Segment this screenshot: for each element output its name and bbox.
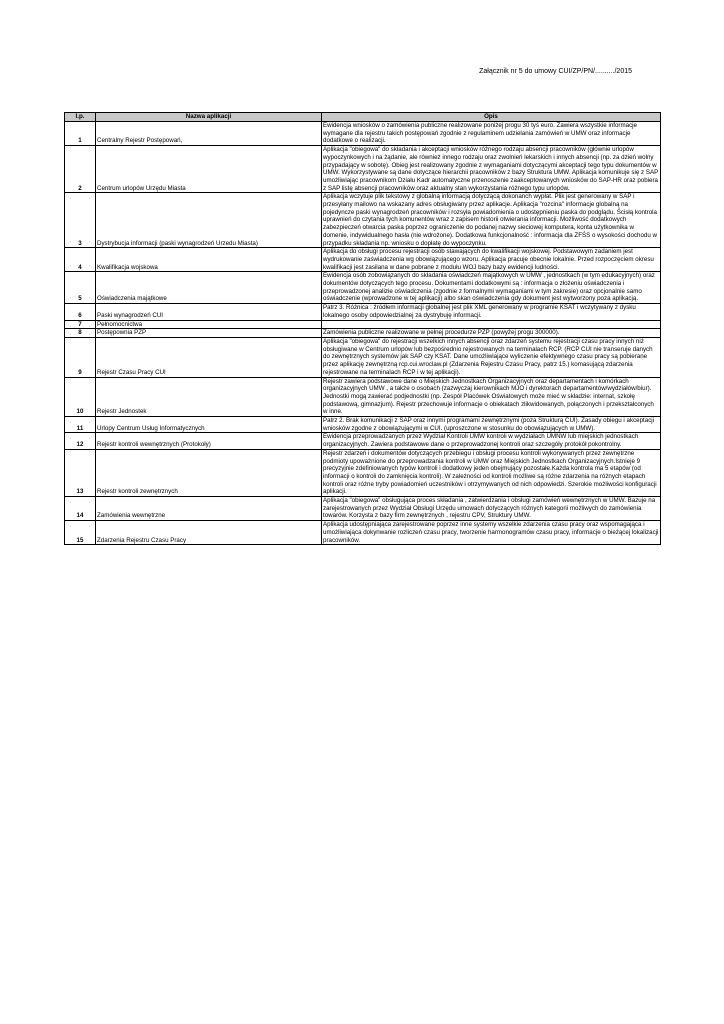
- table-header-row: [65, 113, 661, 122]
- table-row: [65, 449, 661, 496]
- application-description: Ewidencja wniosków o zamówienia publiczne realizowane poniżej progu 30 tyś euro. Zawiera wszystkie informacje wymagane dla rejestru takich postępowań zgodnie z regulaminem udzielania zamówień w UMW oraz informacje dodatkowe o realizacji.: [322, 122, 661, 146]
- application-name: Centrum urlopów Urzędu Miasta: [96, 146, 322, 193]
- application-description: Aplikacja do obsługi procesu rejestracji osób stawających do kwalifikacji wojskowej. Podstawowym zadaniem jest wydrukowanie zaświadczenia wg obowiązującego wzoru. Aplikacja pracuje obecnie lokalnie. Przed rozpoczęciem okresu kwalifikacji jest zasilana w dane pobrane z modułu WOJ bazy bazy ewidencji ludności.: [322, 248, 661, 272]
- application-description: Aplikacja "obiegowa" obsługująca proces składania , zatwierdzania i obsługi zamówień wewnętrznych w UMW. Bazuje na zarejestrowanych przez Wydział Obsługi Urzędu umowach dotyczących różnych kategorii możliwych do zamówienia towarów. Korzysta z bazy firm zewnętrznych , rejestru CPV, Struktury UMW.: [322, 497, 661, 521]
- table-row: [65, 146, 661, 193]
- row-number: 4: [65, 248, 96, 272]
- row-number: 3: [65, 193, 96, 248]
- application-description: Ewidencja przeprowadzanych przez Wydział Kontroli UMW kontroli w wydziałach UMNW lub miejskich jednostkach organizacyjnych. Zawiera podstawowe dane o przeprowadzonej kontroli oraz szczegóły protokół pokontrolny.: [322, 433, 661, 449]
- application-description: Patrz 3. Różnica : źródłem informacji globalnej jest plik XML generowany w programie KSAT i wczytywany z dysku lokalnego osoby odpowiedzialnej za dystrybuję informacji.: [322, 304, 661, 320]
- application-name: Pełnomocnictwa: [96, 320, 322, 329]
- row-number: 7: [65, 320, 96, 329]
- table-row: [65, 337, 661, 377]
- application-name: Dystrybucja informacji (paski wynagrodzeń Urzedu Miasta): [96, 193, 322, 248]
- row-number: 2: [65, 146, 96, 193]
- row-number: 14: [65, 497, 96, 521]
- table-row: [65, 304, 661, 320]
- application-name: Zamówienia wewnętrzne: [96, 497, 322, 521]
- application-description: Ewidencja osób zobowiązanych do składania oświadczeń majątkowych w UMW , jednostkach (w tym edukacyjnych) oraz dokumentów dotyczących tego procesu. Dokumentami dodatkowymi są : informacja o złożeniu oświadczenia i przeprowadzonej analizie oświadczenia (zgodnie z formalnymi wymaganiami w tym zakresie) oraz opcjonalnie samo oświadczenie (wprowadzone w tej aplikacji) albo skan oświadczenia gdy dokument jest wytworzony poza aplikacją.: [322, 272, 661, 304]
- application-description: Aplikacja "obiegowa" do składania i akceptacji wniosków różnego rodzaju absencji pracowników (głównie urlopów wypoczynkowych i na żądanie, ale również innego rodzaju oraz zwolnień lekarskich i innych absencji (np. za dzień wolny przypadający w sobotę). Obieg jest realizowany zgodnie z wymaganiami dotyczącymi akceptacji tego typu dokumentów w UMW. Wykorzystywane są dane dotyczące hierarchii pracowników z bazy Struktura UMW. Aplikacja komunikuje się z SAP umożliwiając pracownikom Działu Kadr automatyczne przenoszenie zaakceptowanych wniosków do SAP-HR oraz pobiera z SAP listę absencji pracowników oraz aktualny stan wykorzystania różnego typu urlopów.: [322, 146, 661, 193]
- application-name: Rejestr kontroli zewnętrznych: [96, 449, 322, 496]
- table-row: [65, 377, 661, 417]
- application-description: [322, 320, 661, 329]
- table-row: [65, 122, 661, 146]
- document-reference: Załącznik nr 5 do umowy CUI/ZP/PN/........../2015: [479, 68, 632, 75]
- row-number: 11: [65, 417, 96, 433]
- row-number: 5: [65, 272, 96, 304]
- row-number: 15: [65, 521, 96, 545]
- table-row: [65, 248, 661, 272]
- row-number: 8: [65, 329, 96, 338]
- application-name: Rejestr Jednostek: [96, 377, 322, 417]
- application-description: Zamówienia publiczne realizowane w pełnej procedurze PZP (powyżej progu 300000).: [322, 329, 661, 338]
- application-name: Centralny Rejestr Postępowań,: [96, 122, 322, 146]
- application-name: Rejestr kontroli wewnętrznych (Protokoły): [96, 433, 322, 449]
- table-row: [65, 320, 661, 329]
- application-name: Paski wynagrodzeń CUI: [96, 304, 322, 320]
- table-row: [65, 272, 661, 304]
- table-row: [65, 497, 661, 521]
- application-name: Postępownia PZP: [96, 329, 322, 338]
- header-desc: Opis: [322, 113, 661, 122]
- application-description: Aplikacja udostępniająca zarejestrowane poprzez inne systemy wszelkie zdarzenia czasu pracy oraz wspomagająca i umożliwiająca dokynwanie rozliczeń czasu pracy, tworzenie harmonogramów czasu pracy, informacje o bieżącej lokalizacji pracowników.: [322, 521, 661, 545]
- application-description: Rejestr zdarzeń i dokumentów dotyczących przebiegu i obsługi procesu kontroli wykonywanych przez zewnętrzne podmioty upoważnione do przeprowadzania kontroli w UMW oraz Miejskich Jednostkach Organizacyjnych.Istnieje 9 precyzyjnie zdefiniowanych typów kontroli i dodatkowy jeden obejmujący pozostałe.Każda kontrola ma 5 etapów (od informacji o kontroli do zamknięcia kontroli). W zależności od kontroli możliwe są różne zdarzenia na różnych etapach kontroli oraz różne tryby powiadomień uczestników i otrzymywanych od nich odpowiedzi. Szerokie możliwości konfiguracji aplikacji.: [322, 449, 661, 496]
- row-number: 12: [65, 433, 96, 449]
- application-description: Aplikacja "obiegowa" do rejestracji wszelkich innych absencji oraz zdarzeń systemu rejestracji czasu pracy innych niż obsługiwane w Centrum urlopów lub bezpośrednio rejestrowanych na terminalach RCP. (RCP CUI nie transeruje danych do zewnętrznych systemów jak SAP czy KSAT. Dane umożliwiające wyliczenie efektywnego czasu pracy są pobierane przez aplikację zewnętrzną rcp.cui.wroclaw.pl (Zdarzenia Rejestru Czasu Pracy, patrz 15.) komasującą zdarzenia rejestrowane na terminalach RCP i w tej aplikacji).: [322, 337, 661, 377]
- table-row: [65, 193, 661, 248]
- application-name: Zdarzenia Rejestru Czasu Pracy: [96, 521, 322, 545]
- table-body: [65, 122, 661, 545]
- application-name: Urlopy Centrum Usług Informatycznych: [96, 417, 322, 433]
- application-description: Rejestr zawiera podstawowe dane o Miejskich Jednostkach Organizacyjnych oraz departamentach i komórkach organizacyjnych UMW , a także o osobach (zazwyczaj kierownikach MJO i dyrektorach departamentów/wydziałów/biur). Jednostki mogą zawierać podjednostki (np. Zespół Placówek Oświatowych może mieć w składzie: internat, szkołę podstawową, gimnazjum). Rejestr przechowuje informacje o obiekatach zlikwidowanych, połączonych i przekształconych w inne.: [322, 377, 661, 417]
- application-name: Kwalifikacja wojskowa: [96, 248, 322, 272]
- application-name: Rejestr Czasu Pracy CUI: [96, 337, 322, 377]
- row-number: 1: [65, 122, 96, 146]
- table-row: [65, 329, 661, 338]
- row-number: 6: [65, 304, 96, 320]
- table-row: [65, 433, 661, 449]
- application-description: Aplikacja wczytuje plik tekstowy z globalną informacją dotyczącą dokonanch wypłat. Plik jest generowany w SAP i przesyłany mailowo na wskazany adres obsługiwany przez aplikacje. Aplikacja "rozcina" informacje globalną na pojedyncze paski wynagrodzeń pracowników i rozsyła powiadomienia o udostępnieniu paska do podglądu. Ścisłą kontrola uprawnień do czytania tych komunentów wraz z zapisem historii otwierania informacji. Możliwość dodatkowych zabezpieczeń otwarcia paska poprzez ograniczenie do podanej nazwy sieciowej komputera, konta użytkownika w domenie, indywidualnego hasła (nie wdrożone). Dodatkowa funkcjonalność : informacja dla ZFŚS o wysokości dochodu w przypadku składania np. wniosku o dopłatę do wypoczynku.: [322, 193, 661, 248]
- header-name: Nazwa aplikacji: [96, 113, 322, 122]
- row-number: 9: [65, 337, 96, 377]
- table-row: [65, 417, 661, 433]
- application-description: Patrz 2. Brak komunikacji z SAP oraz innymi programami zewnętrznymi (poza Strukturą CUI). Zasady obiegu i akceptacji wniosków zgodne z obowiązującymi w CUI. (uproszczone w stosunku do obowiązujących w UMW).: [322, 417, 661, 433]
- header-lp: l.p.: [65, 113, 96, 122]
- table-row: [65, 521, 661, 545]
- applications-table: [64, 112, 661, 545]
- row-number: 13: [65, 449, 96, 496]
- row-number: 10: [65, 377, 96, 417]
- application-name: Oświadczenia majątkowe: [96, 272, 322, 304]
